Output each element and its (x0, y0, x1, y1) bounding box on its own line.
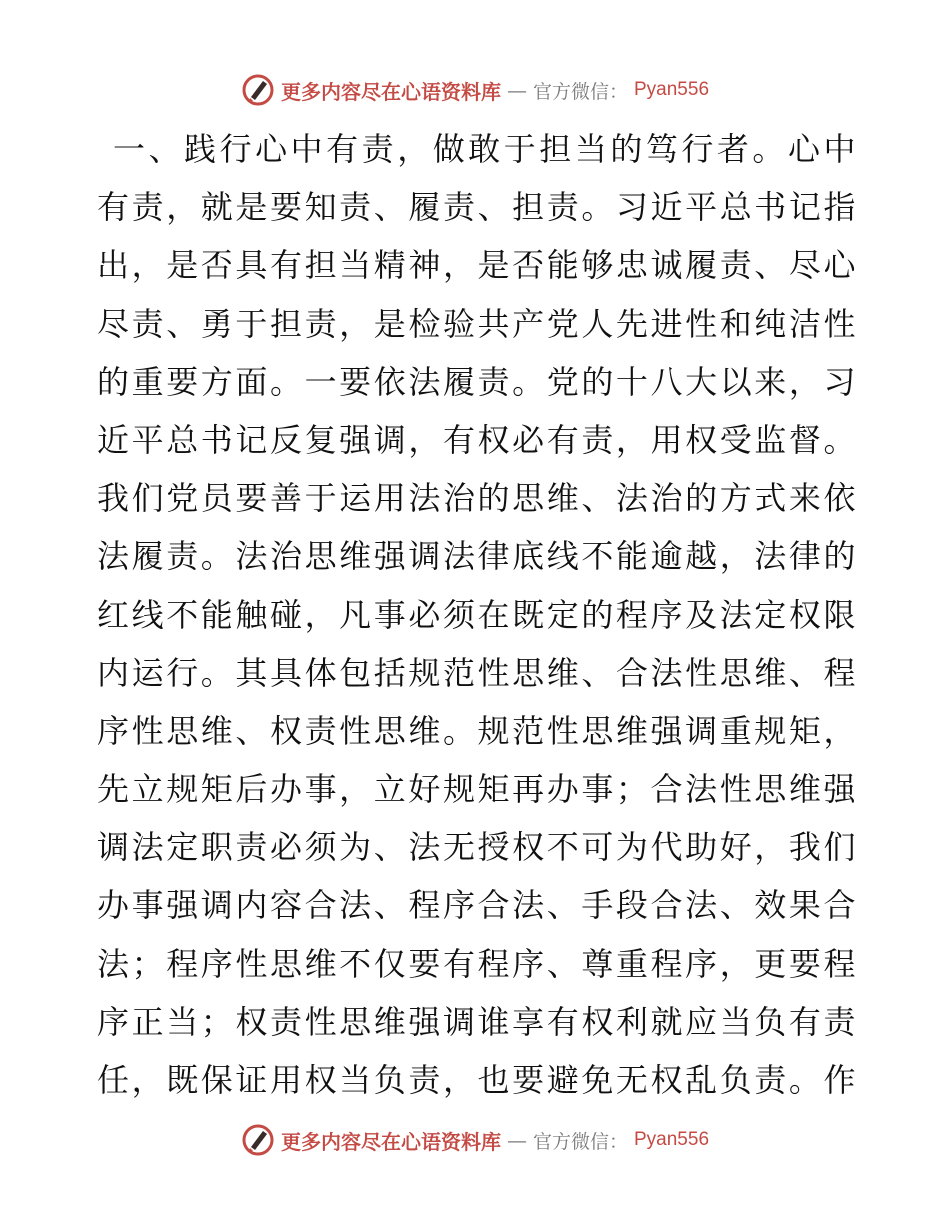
body-line: 有责，就是要知责、履责、担责。习近平总书记指 (97, 188, 857, 227)
banner-text: 更多内容尽在心语资料库 (280, 79, 501, 104)
banner-wechat-label: 官方微信： (532, 1130, 628, 1153)
body-line: 序性思维、权责性思维。规范性思维强调重规矩， (97, 711, 857, 750)
pen-circle-logo-icon (241, 1123, 275, 1157)
footer-banner (0, 1120, 950, 1160)
body-line: 一、践行心中有责，做敢于担当的笃行者。心中 (113, 130, 857, 168)
body-line: 近平总书记反复强调，有权必有责，用权受监督。 (97, 420, 857, 459)
body-line: 先立规矩后办事，立好规矩再办事；合法性思维强 (97, 770, 857, 809)
document-body (97, 120, 857, 1110)
banner-wechat-handle: Pyan556 (634, 79, 710, 100)
body-line: 的重要方面。一要依法履责。党的十八大以来，习 (97, 362, 857, 401)
body-line: 法；程序性思维不仅要有程序、尊重程序，更要程 (97, 944, 857, 983)
header-banner (0, 70, 950, 110)
body-line: 办事强调内容合法、程序合法、手段合法、效果合 (97, 886, 857, 925)
banner-separator: — (506, 78, 527, 102)
banner-text: 更多内容尽在心语资料库 (280, 1129, 501, 1154)
body-line: 调法定职责必须为、法无授权不可为代助好，我们 (97, 828, 857, 867)
body-line: 序正当；权责性思维强调谁享有权利就应当负有责 (97, 1002, 857, 1041)
banner-wechat-label: 官方微信： (532, 80, 628, 103)
pen-circle-logo-icon (241, 73, 275, 107)
body-line: 法履责。法治思维强调法律底线不能逾越，法律的 (97, 537, 857, 576)
body-line: 红线不能触碰，凡事必须在既定的程序及法定权限 (97, 595, 857, 634)
body-line: 尽责、勇于担责，是检验共产党人先进性和纯洁性 (97, 304, 857, 343)
body-line: 任，既保证用权当负责，也要避免无权乱负责。作 (97, 1061, 857, 1099)
body-line: 内运行。其具体包括规范性思维、合法性思维、程 (97, 653, 857, 692)
banner-separator: — (506, 1128, 527, 1152)
body-line: 出，是否具有担当精神，是否能够忠诚履责、尽心 (97, 246, 857, 285)
banner-wechat-handle: Pyan556 (634, 1129, 710, 1150)
body-line: 我们党员要善于运用法治的思维、法治的方式来依 (97, 479, 857, 518)
